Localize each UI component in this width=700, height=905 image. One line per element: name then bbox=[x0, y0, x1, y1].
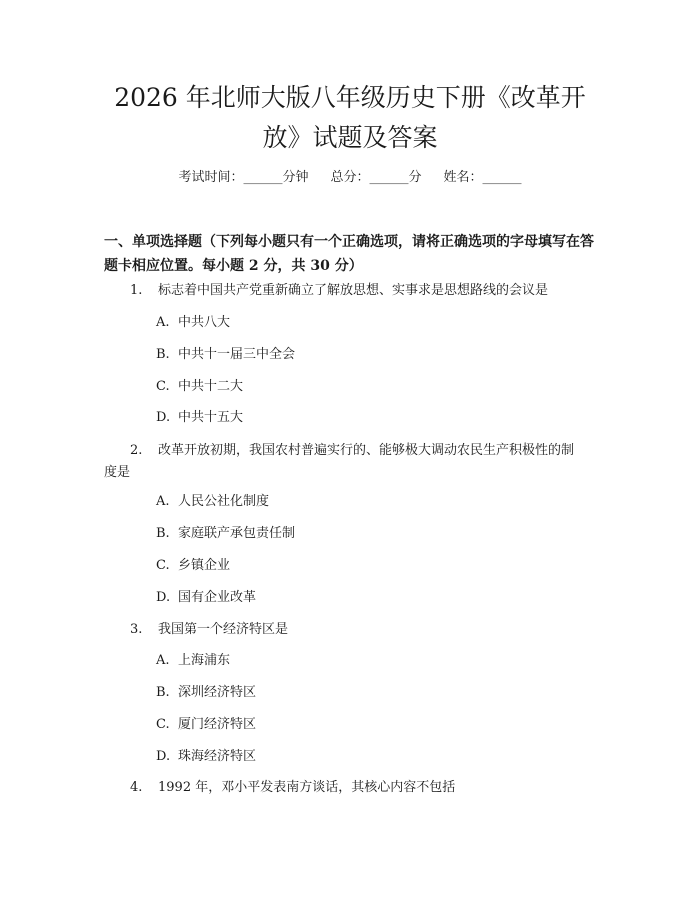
title-line-1: 2026 年北师大版八年级历史下册《改革开 bbox=[114, 83, 586, 112]
question-option bbox=[156, 683, 256, 703]
option-text: 中共八大 bbox=[178, 315, 231, 330]
question-option bbox=[156, 588, 256, 608]
option-letter: C. bbox=[156, 717, 170, 732]
question-option bbox=[156, 715, 256, 735]
question-option bbox=[156, 345, 295, 365]
question-text: 改革开放初期，我国农村普遍实行的、能够极大调动农民生产积极性的制 bbox=[158, 443, 575, 458]
question-text: 我国第一个经济特区是 bbox=[158, 622, 289, 637]
question-option bbox=[156, 524, 295, 544]
option-letter: B. bbox=[156, 526, 170, 541]
question-stem bbox=[104, 776, 626, 800]
question-stem bbox=[104, 618, 626, 642]
option-text: 中共十二大 bbox=[178, 379, 244, 394]
option-text: 深圳经济特区 bbox=[178, 685, 257, 700]
option-text: 家庭联产承包责任制 bbox=[178, 526, 296, 541]
question-option bbox=[156, 377, 243, 397]
option-letter: D. bbox=[156, 749, 171, 764]
question-option bbox=[156, 651, 230, 671]
option-text: 人民公社化制度 bbox=[178, 494, 270, 509]
question-option bbox=[156, 408, 243, 428]
question-option bbox=[156, 313, 230, 333]
option-letter: C. bbox=[156, 558, 170, 573]
option-text: 珠海经济特区 bbox=[178, 749, 257, 764]
question-number: 3. bbox=[130, 622, 143, 637]
question-number: 1. bbox=[130, 283, 143, 298]
question-number: 4. bbox=[130, 780, 143, 795]
question-text: 标志着中国共产党重新确立了解放思想、实事求是思想路线的会议是 bbox=[158, 283, 549, 298]
question-option bbox=[156, 747, 256, 767]
document-title bbox=[100, 78, 600, 158]
question-stem bbox=[104, 279, 626, 303]
exam-info bbox=[100, 168, 600, 188]
option-letter: A. bbox=[156, 653, 170, 668]
question-text: 1992 年，邓小平发表南方谈话，其核心内容不包括 bbox=[158, 780, 456, 795]
option-letter: A. bbox=[156, 494, 170, 509]
option-text: 中共十五大 bbox=[178, 410, 244, 425]
option-letter: A. bbox=[156, 315, 170, 330]
option-text: 上海浦东 bbox=[178, 653, 231, 668]
question-stem bbox=[104, 439, 626, 463]
option-letter: C. bbox=[156, 379, 170, 394]
option-text: 厦门经济特区 bbox=[178, 717, 257, 732]
question-option bbox=[156, 492, 269, 512]
question-option bbox=[156, 556, 230, 576]
exam-time-field: 考试时间：______分钟 bbox=[178, 170, 309, 185]
section-heading bbox=[104, 230, 600, 278]
option-text: 乡镇企业 bbox=[178, 558, 231, 573]
total-score-field: 总分：______分 bbox=[330, 170, 422, 185]
option-text: 国有企业改革 bbox=[178, 590, 257, 605]
option-letter: D. bbox=[156, 410, 171, 425]
section-heading-line-2: 题卡相应位置。每小题 2 分，共 30 分） bbox=[104, 258, 363, 274]
question-number: 2. bbox=[130, 443, 143, 458]
question-text-continued: 度是 bbox=[104, 465, 131, 480]
option-letter: D. bbox=[156, 590, 171, 605]
option-letter: B. bbox=[156, 685, 170, 700]
option-letter: B. bbox=[156, 347, 170, 362]
student-name-field: 姓名：______ bbox=[443, 170, 522, 185]
section-heading-line-1: 一、单项选择题（下列每小题只有一个正确选项，请将正确选项的字母填写在答 bbox=[104, 234, 594, 250]
option-text: 中共十一届三中全会 bbox=[178, 347, 296, 362]
title-line-2: 放》试题及答案 bbox=[262, 123, 438, 152]
